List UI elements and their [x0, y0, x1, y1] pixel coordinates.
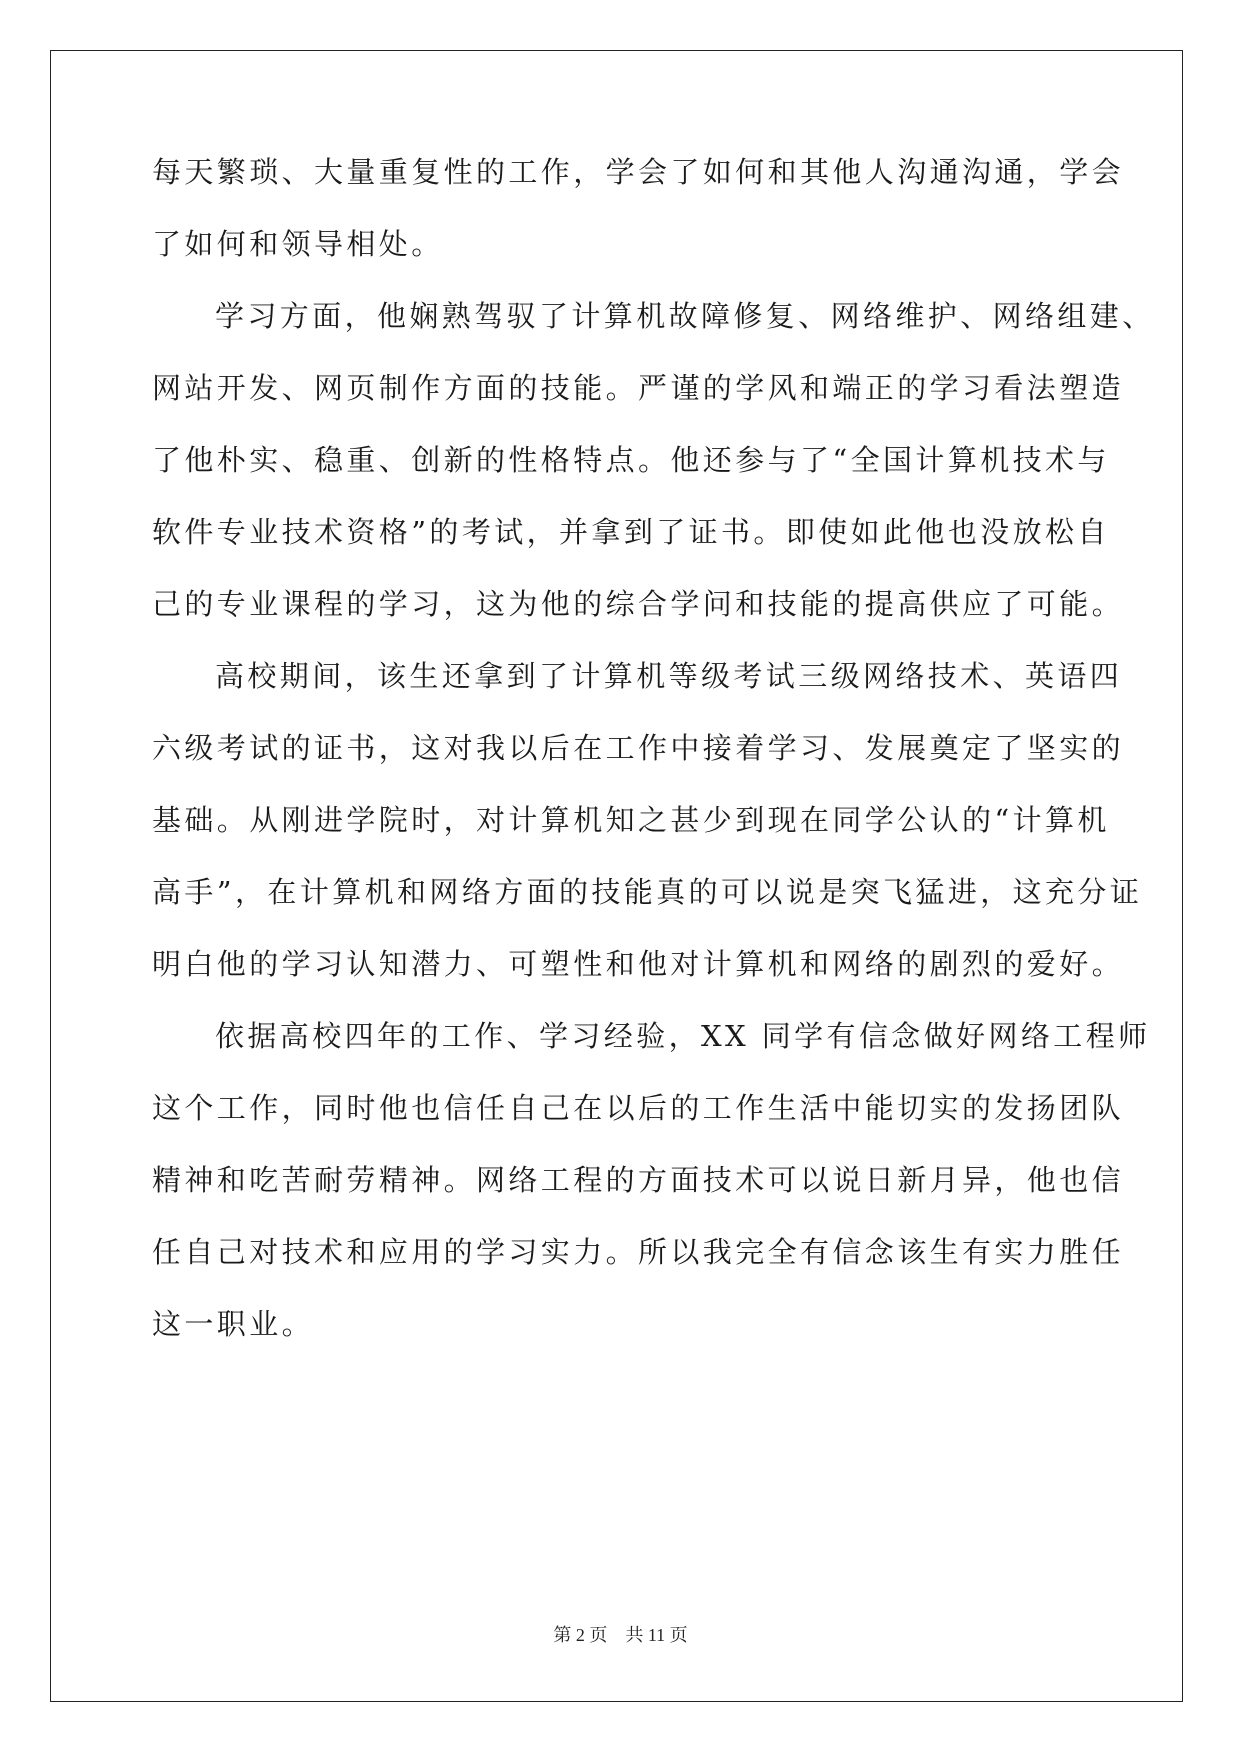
text-line: 每天繁琐、大量重复性的工作，学会了如何和其他人沟通沟通，学会 — [152, 155, 1125, 189]
text-line: 明白他的学习认知潜力、可塑性和他对计算机和网络的剧烈的爱好。 — [152, 947, 1125, 981]
text-line: 精神和吃苦耐劳精神。网络工程的方面技术可以说日新月异，他也信 — [152, 1163, 1125, 1197]
text-line: 学习方面，他娴熟驾驭了计算机故障修复、网络维护、网络组建、 — [215, 299, 1155, 333]
text-line: 高校期间，该生还拿到了计算机等级考试三级网络技术、英语四 — [215, 659, 1123, 693]
text-line: 己的专业课程的学习，这为他的综合学问和技能的提高供应了可能。 — [152, 587, 1125, 621]
text-line: 软件专业技术资格”的考试，并拿到了证书。即使如此他也没放松自 — [152, 515, 1110, 549]
text-line: 高手”，在计算机和网络方面的技能真的可以说是突飞猛进，这充分证 — [152, 875, 1143, 909]
text-line: 这个工作，同时他也信任自己在以后的工作生活中能切实的发扬团队 — [152, 1091, 1125, 1125]
text-line: 基础。从刚进学院时，对计算机知之甚少到现在同学公认的“计算机 — [152, 803, 1110, 837]
text-line: 了他朴实、稳重、创新的性格特点。他还参与了“全国计算机技术与 — [152, 443, 1110, 477]
text-line: 六级考试的证书，这对我以后在工作中接着学习、发展奠定了坚实的 — [152, 731, 1125, 765]
text-line: 网站开发、网页制作方面的技能。严谨的学风和端正的学习看法塑造 — [152, 371, 1125, 405]
page-number-footer: 第 2 页 共 11 页 — [553, 1625, 688, 1645]
text-line: 了如何和领导相处。 — [152, 227, 444, 261]
text-line: 任自己对技术和应用的学习实力。所以我完全有信念该生有实力胜任 — [152, 1235, 1125, 1269]
text-line: 这一职业。 — [152, 1307, 315, 1341]
text-line: 依据高校四年的工作、学习经验，XX 同学有信念做好网络工程师 — [215, 1019, 1151, 1053]
